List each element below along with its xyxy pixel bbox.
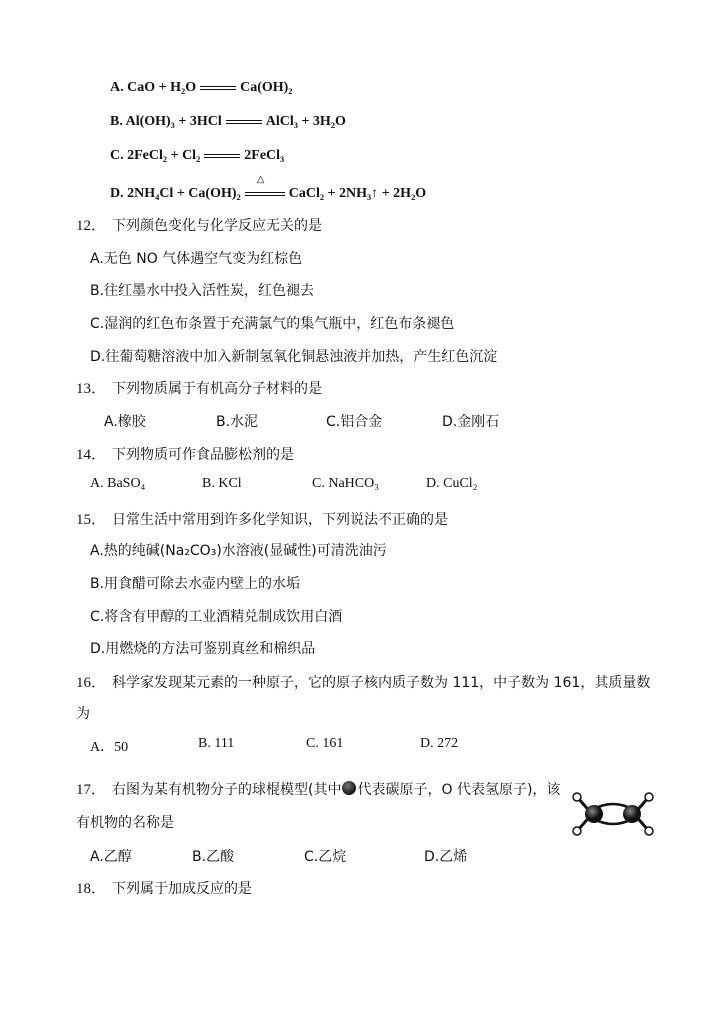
option-15-b: B.用食醋可除去水壶内壁上的水垢	[90, 576, 301, 592]
heat-condition-icon: △	[256, 174, 265, 185]
equation-option-d	[110, 174, 427, 202]
equation-reactants: 2FeCl₂ + Cl₂	[127, 148, 201, 163]
question-number: 13．	[76, 381, 107, 397]
option-16-b: B. 111	[198, 736, 235, 751]
option-16-a: A．50	[90, 740, 129, 755]
question-text: 科学家发现某元素的一种原子，它的原子核内质子数为 111，中子数为 161，其质量数	[112, 675, 651, 691]
equation-products: CaCl₂ + 2NH₃↑ + 2H₂O	[288, 186, 427, 202]
question-number: 18．	[76, 881, 107, 897]
question-number: 15．	[76, 512, 107, 528]
question-13	[76, 377, 322, 398]
ethylene-ball-stick-model-icon	[568, 788, 660, 840]
option-14-c: C. NaHCO₃	[312, 476, 380, 491]
equation-option-a	[110, 80, 293, 96]
option-12-b: B.往红墨水中投入活性炭，红色褪去	[90, 283, 315, 299]
question-number: 17．	[76, 782, 107, 798]
option-14-a: A. BaSO₄	[90, 476, 146, 491]
equation-products: 2FeCl₃	[244, 148, 285, 163]
equation-products: Ca(OH)₂	[240, 80, 293, 95]
question-text: 下列物质属于有机高分子材料的是	[112, 381, 322, 397]
option-12-c: C.湿润的红色布条置于充满氯气的集气瓶中，红色布条褪色	[90, 316, 455, 332]
question-15	[76, 508, 448, 529]
equation-option-b	[110, 114, 346, 130]
equation-option-c	[110, 148, 284, 164]
carbon-atom-icon	[342, 781, 356, 795]
option-15-a: A.热的纯碱(Na₂CO₃)水溶液(显碱性)可清洗油污	[90, 543, 387, 559]
question-17	[76, 778, 560, 799]
option-14-d: D. CuCl₂	[426, 476, 478, 491]
option-letter: C.	[110, 148, 124, 163]
option-17-d: D.乙烯	[424, 849, 468, 865]
option-17-a: A.乙醇	[90, 849, 132, 865]
option-17-b: B.乙酸	[192, 849, 235, 865]
option-letter: D.	[110, 186, 124, 202]
question-number: 14．	[76, 447, 107, 463]
equation-reactants: Al(OH)₃ + 3HCl	[125, 114, 222, 129]
question-text: 下列颜色变化与化学反应无关的是	[112, 218, 322, 234]
option-13-d: D.金刚石	[442, 414, 500, 430]
equation-products: AlCl₃ + 3H₂O	[265, 114, 346, 129]
question-text-continued: 代表碳原子，O 代表氢原子)，该	[357, 782, 561, 798]
option-letter: B.	[110, 114, 123, 129]
question-17-continuation: 有机物的名称是	[76, 815, 174, 831]
option-15-d: D.用燃烧的方法可鉴别真丝和棉织品	[90, 641, 316, 657]
equals-sign	[204, 154, 240, 158]
option-14-b: B. KCl	[202, 476, 242, 491]
equation-reactants: CaO + H₂O	[127, 80, 197, 95]
question-16	[76, 671, 650, 692]
question-12	[76, 214, 322, 235]
question-text: 右图为某有机物分子的球棍模型(其中	[112, 782, 342, 798]
question-18	[76, 877, 252, 898]
option-12-a: A.无色 NO 气体遇空气变为红棕色	[90, 251, 303, 267]
question-14	[76, 443, 294, 464]
option-13-b: B.水泥	[216, 414, 259, 430]
option-13-c: C.铝合金	[326, 414, 383, 430]
equation-reactants: 2NH₄Cl + Ca(OH)₂	[127, 186, 241, 202]
option-letter: A.	[110, 80, 124, 95]
option-13-a: A.橡胶	[104, 414, 146, 430]
question-text: 日常生活中常用到许多化学知识，下列说法不正确的是	[112, 512, 448, 528]
option-16-c: C. 161	[306, 736, 344, 751]
question-text: 下列属于加成反应的是	[112, 881, 252, 897]
option-16-d: D. 272	[420, 736, 459, 751]
option-17-c: C.乙烷	[304, 849, 347, 865]
question-number: 12．	[76, 218, 107, 234]
option-12-d: D.往葡萄糖溶液中加入新制氢氧化铜悬浊液并加热，产生红色沉淀	[90, 349, 498, 365]
question-16-continuation: 为	[76, 706, 90, 722]
option-15-c: C.将含有甲醇的工业酒精兑制成饮用白酒	[90, 609, 343, 625]
heat-equals-sign	[245, 174, 285, 202]
question-number: 16．	[76, 675, 107, 691]
question-text: 下列物质可作食品膨松剂的是	[112, 447, 294, 463]
equals-sign	[226, 120, 262, 124]
equals-sign	[200, 86, 236, 90]
